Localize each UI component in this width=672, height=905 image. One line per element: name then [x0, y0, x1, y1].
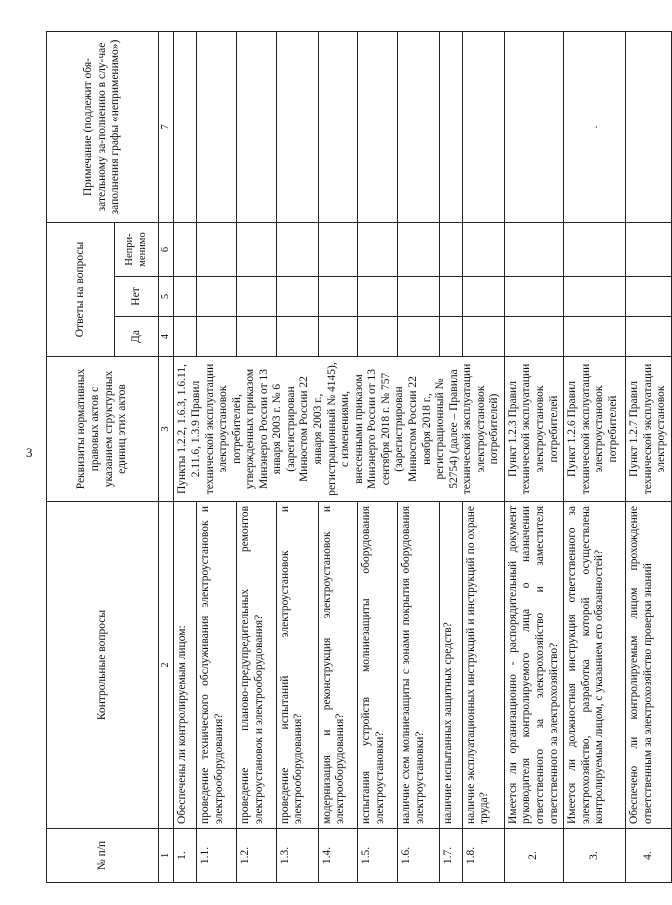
header-questions: Контрольные вопросы	[47, 502, 159, 829]
answer-yes[interactable]	[626, 317, 672, 357]
answer-no[interactable]	[358, 277, 398, 317]
answer-na[interactable]	[397, 223, 439, 277]
answer-no[interactable]	[397, 277, 439, 317]
col-number: 1	[159, 829, 174, 883]
answer-no[interactable]	[626, 277, 672, 317]
table-row	[504, 32, 563, 883]
answer-na[interactable]	[318, 223, 358, 277]
row-question: проведение технического обслуживания электроустановок и электрооборудования?	[197, 502, 237, 829]
note-cell[interactable]	[564, 32, 626, 223]
row-question: наличие эксплуатационных инструкций и инструкций по охране труда?	[462, 502, 504, 829]
answer-yes[interactable]	[439, 317, 462, 357]
checklist-table	[46, 31, 672, 883]
table-row	[564, 32, 626, 883]
answer-na[interactable]	[504, 223, 563, 277]
note-cell[interactable]	[626, 32, 672, 223]
row-num: 1.4.	[318, 829, 358, 883]
row-num: 4.	[626, 829, 672, 883]
row-num: 1.3.	[276, 829, 318, 883]
header-note: Примечание (подлежит обя-зательному за-полнению в слу-чае заполнения графы «неприменимо»)	[47, 32, 159, 223]
note-cell[interactable]	[276, 32, 318, 223]
answer-no[interactable]	[236, 277, 276, 317]
header-na: Непри-менимо	[115, 223, 159, 277]
col-number: 3	[159, 357, 174, 502]
row-num: 1.6.	[397, 829, 439, 883]
answer-no[interactable]	[197, 277, 237, 317]
row-requisite: Пункт 1.2.3 Правил технической эксплуатации электроустановок потребителей	[504, 357, 563, 502]
column-number-row	[159, 32, 174, 883]
answer-na[interactable]	[358, 223, 398, 277]
answer-no[interactable]	[318, 277, 358, 317]
row-requisite: Пункты 1.2.2, 1.6.3, 1.6.11, 2.11.6, 1.3.9 Правил технической эксплуатации электроустановок потребителей, утвержденных приказом Минэнерго России от 13 января 2003 г. № 6 (зарегистрирован Минюстом России 22 января 2003 г., регистрационный № 4145), с изменениями, внесенными приказом Минэнерго России от 13 сентября 2018 г. № 757 (зарегистрирован Минюстом России 22 ноября 2018 г., регистрационный № 52754) (далее – Правила технической эксплуатации электроустановок потребителей)	[174, 357, 505, 502]
answer-no[interactable]	[174, 277, 197, 317]
answer-na[interactable]	[174, 223, 197, 277]
answer-yes[interactable]	[236, 317, 276, 357]
header-no: Нет	[115, 277, 159, 317]
row-num: 1.	[174, 829, 197, 883]
answer-yes[interactable]	[358, 317, 398, 357]
row-requisite: Пункт 1.2.7 Правил технической эксплуатации электроустановок	[626, 357, 672, 502]
answer-na[interactable]	[626, 223, 672, 277]
answer-na[interactable]	[197, 223, 237, 277]
answer-na[interactable]	[462, 223, 504, 277]
row-question: проведение испытаний электроустановок и электрооборудования?	[276, 502, 318, 829]
answer-yes[interactable]	[462, 317, 504, 357]
row-num: 1.8.	[462, 829, 504, 883]
mark: .	[587, 125, 600, 129]
col-number: 5	[159, 277, 174, 317]
row-question: наличие схем молниезащиты с зонами покрытия оборудования электроустановки?	[397, 502, 439, 829]
answer-no[interactable]	[504, 277, 563, 317]
header-requisites: Реквизиты нормативных правовых актов с указанием структурных единиц этих актов	[47, 357, 159, 502]
row-num: 3.	[564, 829, 626, 883]
row-requisite: Пункт 1.2.6 Правил технической эксплуатации электроустановок потребителей	[564, 357, 626, 502]
answer-yes[interactable]	[276, 317, 318, 357]
answer-na[interactable]	[564, 223, 626, 277]
col-number: 4	[159, 317, 174, 357]
answer-na[interactable]	[276, 223, 318, 277]
row-question: Обеспечены ли контролируемым лицом:	[174, 502, 197, 829]
note-cell[interactable]	[504, 32, 563, 223]
header-yes: Да	[115, 317, 159, 357]
col-number: 6	[159, 223, 174, 277]
note-cell[interactable]	[462, 32, 504, 223]
row-question: наличие испытанных защитных средств?	[439, 502, 462, 829]
answer-no[interactable]	[276, 277, 318, 317]
answer-na[interactable]	[236, 223, 276, 277]
answer-yes[interactable]	[504, 317, 563, 357]
col-number: 2	[159, 502, 174, 829]
note-cell[interactable]	[358, 32, 398, 223]
row-question: проведение планово-предупредительных ремонтов электроустановок и электрооборудования?	[236, 502, 276, 829]
row-num: 1.5.	[358, 829, 398, 883]
row-question: Имеется ли организационно - распорядительный документ руководителя контролируемого лица о назначении ответственного за электрохозяйство и заместителя ответственного за электрохозяйство?	[504, 502, 563, 829]
table-row	[626, 32, 672, 883]
note-cell[interactable]	[318, 32, 358, 223]
answer-yes[interactable]	[197, 317, 237, 357]
row-question: Обеспечено ли контролируемым лицом прохождение ответственным за электрохозяйство проверки знаний	[626, 502, 672, 829]
row-num: 1.1.	[197, 829, 237, 883]
note-cell[interactable]	[439, 32, 462, 223]
answer-na[interactable]	[439, 223, 462, 277]
answer-no[interactable]	[439, 277, 462, 317]
row-num: 2.	[504, 829, 563, 883]
answer-no[interactable]	[564, 277, 626, 317]
header-num: № п/п	[47, 829, 159, 883]
col-number: 7	[159, 32, 174, 223]
rotated-page	[46, 32, 668, 883]
header-row-1	[47, 32, 115, 883]
row-num: 1.7.	[439, 829, 462, 883]
note-cell[interactable]	[397, 32, 439, 223]
answer-yes[interactable]	[564, 317, 626, 357]
row-question: модернизация и реконструкция электроустановок и электрооборудования?	[318, 502, 358, 829]
page-number: 3	[26, 445, 33, 460]
note-cell[interactable]	[236, 32, 276, 223]
note-cell[interactable]	[197, 32, 237, 223]
answer-no[interactable]	[462, 277, 504, 317]
row-question: Имеется ли должностная инструкция ответственного за электрохозяйство, разработка которой осуществлена контролируемым лицом, с указанием его обязанностей?	[564, 502, 626, 829]
note-cell[interactable]	[174, 32, 197, 223]
header-answers: Ответы на вопросы	[47, 223, 115, 357]
row-num: 1.2.	[236, 829, 276, 883]
table-row	[174, 32, 197, 883]
answer-yes[interactable]	[174, 317, 197, 357]
row-question: испытания устройств молниезащиты оборудования электроустановки?	[358, 502, 398, 829]
table-container	[46, 32, 668, 883]
answer-yes[interactable]	[397, 317, 439, 357]
answer-yes[interactable]	[318, 317, 358, 357]
